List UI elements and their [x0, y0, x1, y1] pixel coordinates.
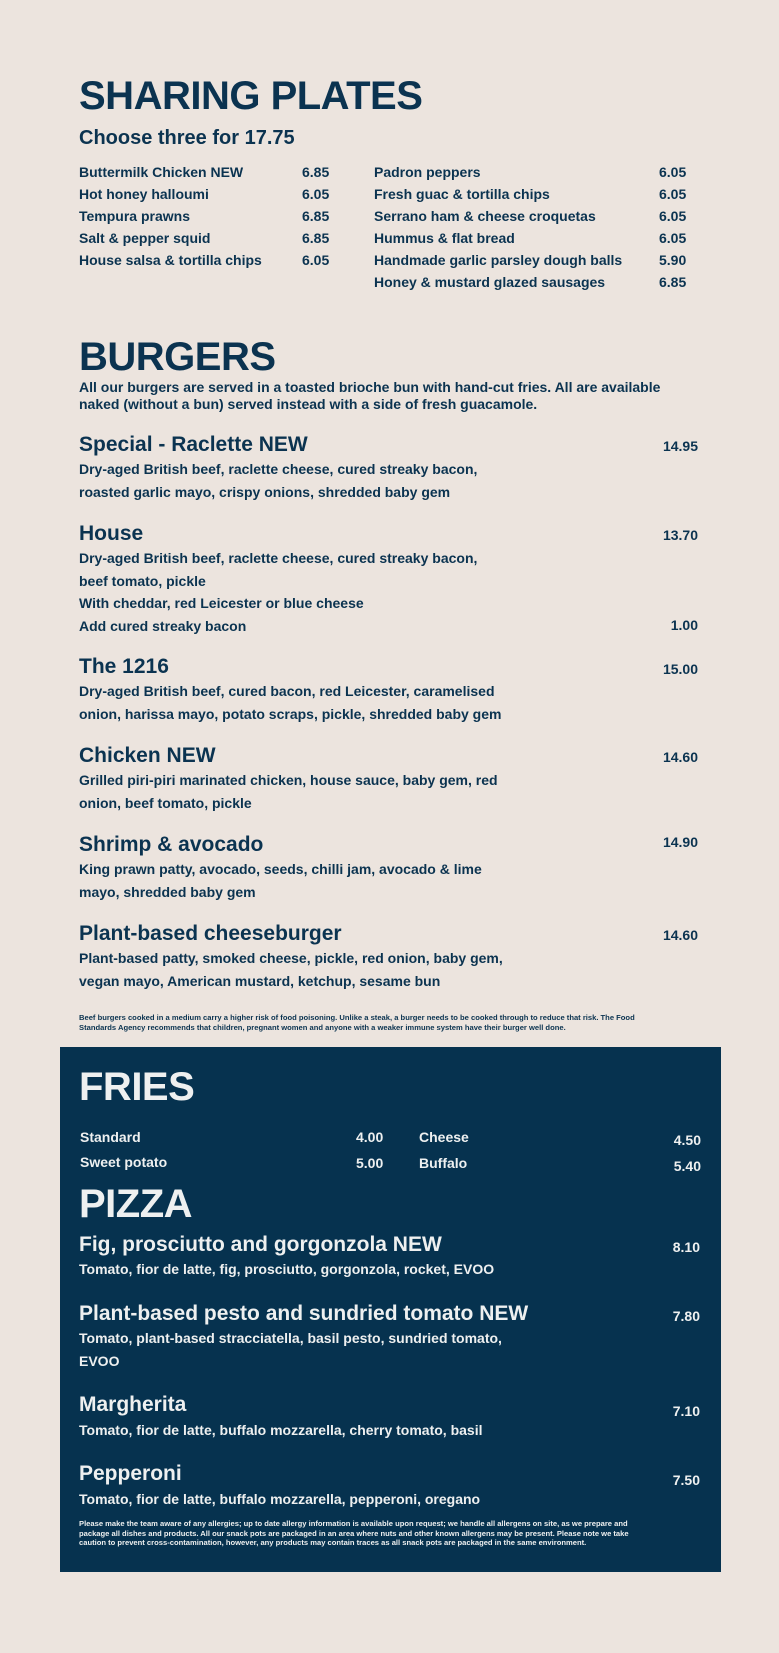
description-line: roasted garlic mayo, crispy onions, shredded baby gem	[79, 483, 451, 500]
sharing-item-price: 6.85	[302, 164, 330, 180]
burger-cooking-note	[79, 1013, 719, 1032]
sharing-item-price: 6.05	[659, 164, 687, 180]
burger-name: The 1216	[79, 655, 169, 678]
intro-line: naked (without a bun) served instead with a side of fresh guacamole.	[79, 395, 538, 412]
pizza-description: Tomato, fior de latte, buffalo mozzarella, pepperoni, oregano	[79, 1491, 481, 1507]
item-name: Hot honey halloumi	[79, 186, 209, 202]
description-line: Tomato, plant-based stracciatella, basil pesto, sundried tomato,	[79, 1330, 502, 1346]
fries-item-name: Standard	[80, 1129, 141, 1145]
pizza-heading: PIZZA	[79, 1182, 193, 1226]
sharing-item	[79, 227, 210, 249]
note-line: caution to prevent cross-contamination, however, any products may contain traces as all snack pots are packaged in the same environment.	[79, 1538, 587, 1548]
sharing-item-price: 6.05	[659, 186, 687, 202]
description-line: onion, beef tomato, pickle	[79, 794, 252, 811]
sharing-item-price: 6.85	[659, 274, 687, 290]
item-name: Honey & mustard glazed sausages	[374, 274, 606, 290]
description-line: mayo, shredded baby gem	[79, 883, 256, 900]
description-line: Dry-aged British beef, cured bacon, red Leicester, caramelised	[79, 683, 495, 699]
pizza-name: Margherita	[79, 1393, 187, 1416]
pizza-price: 7.50	[672, 1472, 700, 1488]
pizza-description: Tomato, fior de latte, fig, prosciutto, gorgonzola, rocket, EVOO	[79, 1261, 495, 1277]
description-line: EVOO	[79, 1352, 120, 1369]
fries-item-name: Cheese	[419, 1129, 469, 1145]
fries-item-price: 5.40	[673, 1158, 701, 1174]
note-line: package all dishes and products. All our snack pots are packaged in an area where nuts and other known allergens may be present. Please note we take	[79, 1528, 629, 1538]
item-name: Padron peppers	[374, 164, 481, 180]
pizza-name: Plant-based pesto and sundried tomato NEW	[79, 1302, 529, 1325]
item-name: Handmade garlic parsley dough balls	[374, 252, 623, 268]
allergy-note	[79, 1519, 704, 1548]
sharing-item-price: 5.90	[659, 252, 687, 268]
burgers-heading: BURGERS	[79, 335, 276, 379]
fries-item-name: Sweet potato	[80, 1154, 168, 1170]
pizza-description: Tomato, fior de latte, buffalo mozzarella, cherry tomato, basil	[79, 1422, 483, 1438]
burger-description	[79, 458, 477, 503]
burger-name: Shrimp & avocado	[79, 833, 264, 856]
item-name: Salt & pepper squid	[79, 230, 211, 246]
item-name: Tempura prawns	[79, 208, 190, 224]
description-line: beef tomato, pickle	[79, 572, 206, 589]
sharing-item	[374, 183, 550, 205]
description-line: King prawn patty, avocado, seeds, chilli jam, avocado & lime	[79, 861, 482, 877]
sharing-item	[374, 205, 596, 227]
addon-label: Add cured streaky bacon	[79, 617, 247, 634]
sharing-item	[79, 183, 209, 205]
pizza-price: 8.10	[672, 1239, 700, 1255]
intro-line: All our burgers are served in a toasted brioche bun with hand-cut fries. All are available	[79, 379, 661, 395]
burger-description	[79, 769, 498, 814]
burger-name: Chicken NEW	[79, 744, 216, 767]
pizza-price: 7.10	[672, 1403, 700, 1419]
fries-item-price: 4.50	[673, 1132, 701, 1148]
pizza-price: 7.80	[672, 1308, 700, 1324]
burger-name: House	[79, 522, 144, 545]
burger-price: 14.90	[662, 834, 698, 850]
fries-heading: FRIES	[79, 1065, 195, 1109]
description-line: Grilled piri-piri marinated chicken, house sauce, baby gem, red	[79, 772, 498, 788]
description-line: Dry-aged British beef, raclette cheese, cured streaky bacon,	[79, 550, 478, 566]
sharing-item	[374, 227, 515, 249]
item-name: Hummus & flat bread	[374, 230, 515, 246]
sharing-item	[374, 249, 622, 271]
burger-name: Special - Raclette NEW	[79, 433, 308, 456]
description-line: Plant-based patty, smoked cheese, pickle, red onion, baby gem,	[79, 950, 503, 966]
burger-description	[79, 947, 503, 992]
note-line: Standards Agency recommends that children, pregnant women and anyone with a weaker immune system have their burger well done.	[79, 1022, 566, 1032]
sharing-item	[374, 271, 605, 293]
sharing-item-price: 6.05	[659, 208, 687, 224]
fries-pizza-panel	[60, 1047, 721, 1572]
description-line: onion, harissa mayo, potato scraps, pickle, shredded baby gem	[79, 705, 502, 722]
sharing-item-price: 6.05	[302, 252, 330, 268]
sharing-item	[374, 161, 481, 183]
burger-price: 14.60	[662, 927, 698, 943]
burger-price: 13.70	[662, 527, 698, 543]
fries-item-price: 5.00	[356, 1155, 384, 1171]
fries-item-price: 4.00	[356, 1129, 384, 1145]
pizza-name: Fig, prosciutto and gorgonzola NEW	[79, 1233, 442, 1256]
burger-description	[79, 858, 482, 903]
burger-price: 15.00	[662, 661, 698, 677]
sharing-item-price: 6.85	[302, 230, 330, 246]
cheese-option: With cheddar, red Leicester or blue cheese	[79, 595, 364, 611]
sharing-item	[79, 205, 190, 227]
addon-price: 1.00	[670, 617, 698, 633]
sharing-item	[79, 249, 262, 271]
burger-price: 14.95	[662, 438, 698, 454]
sharing-plates-heading: SHARING PLATES	[79, 74, 423, 118]
burger-name: Plant-based cheeseburger	[79, 922, 342, 945]
fries-item-name: Buffalo	[419, 1155, 468, 1171]
pizza-description	[79, 1327, 502, 1372]
sharing-item-price: 6.05	[659, 230, 687, 246]
burger-description	[79, 547, 477, 637]
description-line: Dry-aged British beef, raclette cheese, cured streaky bacon,	[79, 461, 478, 477]
sharing-item	[79, 161, 243, 183]
sharing-item-price: 6.05	[302, 186, 330, 202]
burger-price: 14.60	[662, 749, 698, 765]
note-line: Beef burgers cooked in a medium carry a higher risk of food poisoning. Unlike a steak, a burger needs to be cooked through to reduce that risk. The Food	[79, 1013, 635, 1022]
sharing-item-price: 6.85	[302, 208, 330, 224]
burgers-intro	[79, 379, 660, 412]
sharing-plates-subtitle: Choose three for 17.75	[79, 127, 295, 149]
description-line: vegan mayo, American mustard, ketchup, sesame bun	[79, 972, 441, 989]
pizza-name: Pepperoni	[79, 1462, 182, 1485]
item-name: Buttermilk Chicken NEW	[79, 164, 244, 180]
note-line: Please make the team aware of any allergies; up to date allergy information is available upon request; we handle all allergens on site, as we prepare and	[79, 1519, 628, 1528]
burger-description	[79, 680, 501, 725]
item-name: House salsa & tortilla chips	[79, 252, 262, 268]
item-name: Fresh guac & tortilla chips	[374, 186, 550, 202]
item-name: Serrano ham & cheese croquetas	[374, 208, 596, 224]
